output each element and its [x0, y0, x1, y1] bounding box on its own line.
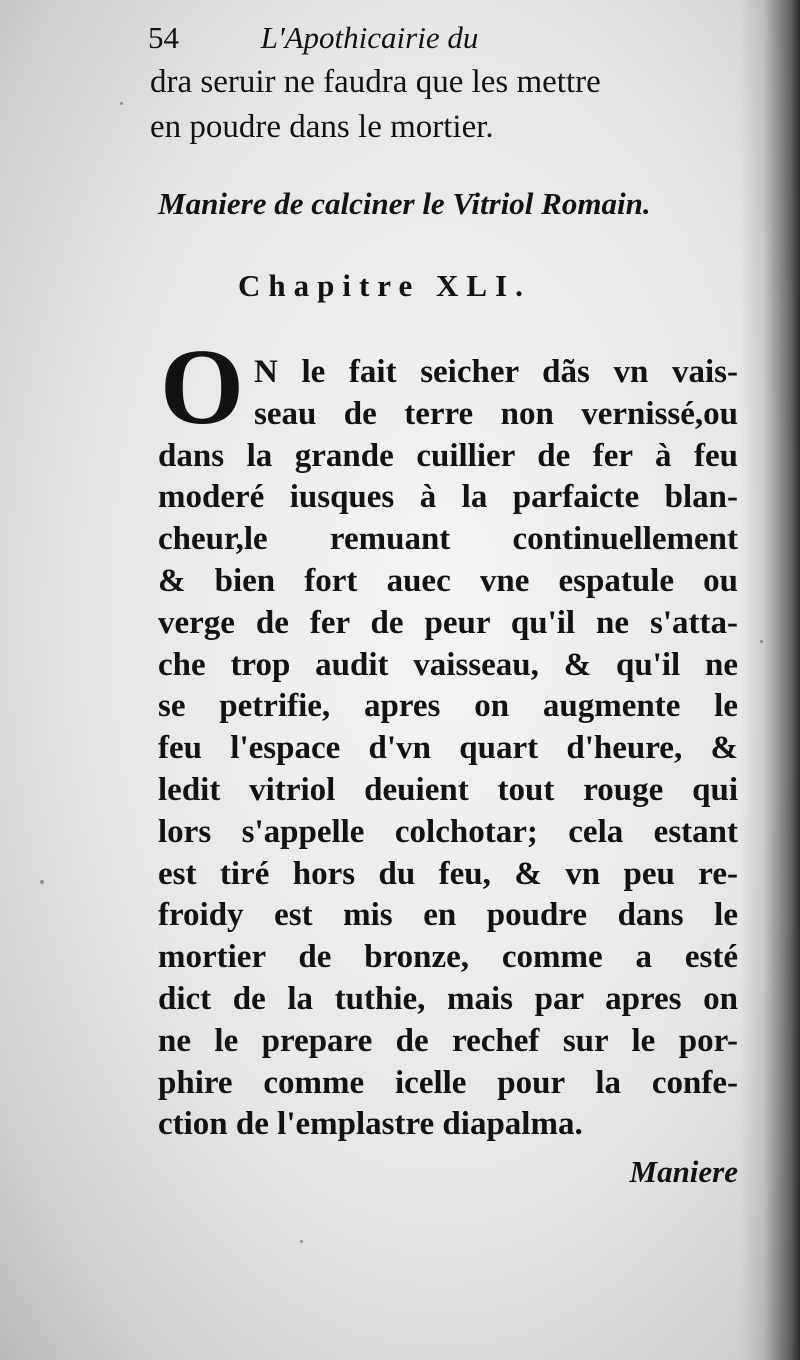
page-number: 54 — [148, 20, 179, 55]
page-edge-shadow — [740, 0, 800, 1360]
chapter-body — [158, 352, 738, 1146]
text-line: phire comme icelle pour la confe- — [158, 1064, 738, 1101]
text-line: dra seruir ne faudra que les mettre — [150, 64, 601, 100]
paper-speck — [120, 102, 123, 105]
text-line: cheur,le remuant continuellement — [158, 521, 738, 558]
text-line: & bien fort auec vne espatule ou — [158, 562, 738, 599]
chapter-heading: Chapitre XLI. — [238, 268, 531, 303]
text-line: est tiré hors du feu, & vn peu re- — [158, 855, 738, 892]
text-line: lors s'appelle colchotar; cela estant — [158, 813, 738, 850]
text-line: ledit vitriol deuient tout rouge qui — [158, 771, 738, 808]
text-line: che trop audit vaisseau, & qu'il ne — [158, 646, 738, 683]
text-line: ne le prepare de rechef sur le por- — [158, 1022, 738, 1059]
paper-speck — [760, 640, 763, 643]
paper-speck — [300, 1240, 303, 1243]
text-line: moderé iusques à la parfaicte blan- — [158, 479, 738, 516]
drop-cap: O — [160, 328, 245, 447]
text-line: en poudre dans le mortier. — [150, 109, 494, 145]
text-line: N le fait seicher dãs vn vais- — [254, 354, 738, 390]
continued-text — [150, 60, 601, 150]
catchword: Maniere — [629, 1154, 738, 1189]
paper-speck — [40, 880, 44, 884]
text-line: mortier de bronze, comme a esté — [158, 939, 738, 976]
running-title: L'Apothicairie du — [260, 20, 479, 55]
text-line: ction de l'emplastre diapalma. — [158, 1106, 583, 1143]
page-header — [148, 20, 478, 56]
text-line: froidy est mis en poudre dans le — [158, 897, 738, 934]
section-title: Maniere de calciner le Vitriol Romain. — [158, 186, 651, 221]
text-line: feu l'espace d'vn quart d'heure, & — [158, 730, 738, 767]
text-line: seau de terre non vernissé,ou — [254, 395, 738, 432]
text-line: dans la grande cuillier de fer à feu — [158, 437, 738, 474]
text-line: verge de fer de peur qu'il ne s'atta- — [158, 604, 738, 641]
text-line: se petrifie, apres on augmente le — [158, 688, 738, 725]
text-line: dict de la tuthie, mais par apres on — [158, 980, 738, 1017]
